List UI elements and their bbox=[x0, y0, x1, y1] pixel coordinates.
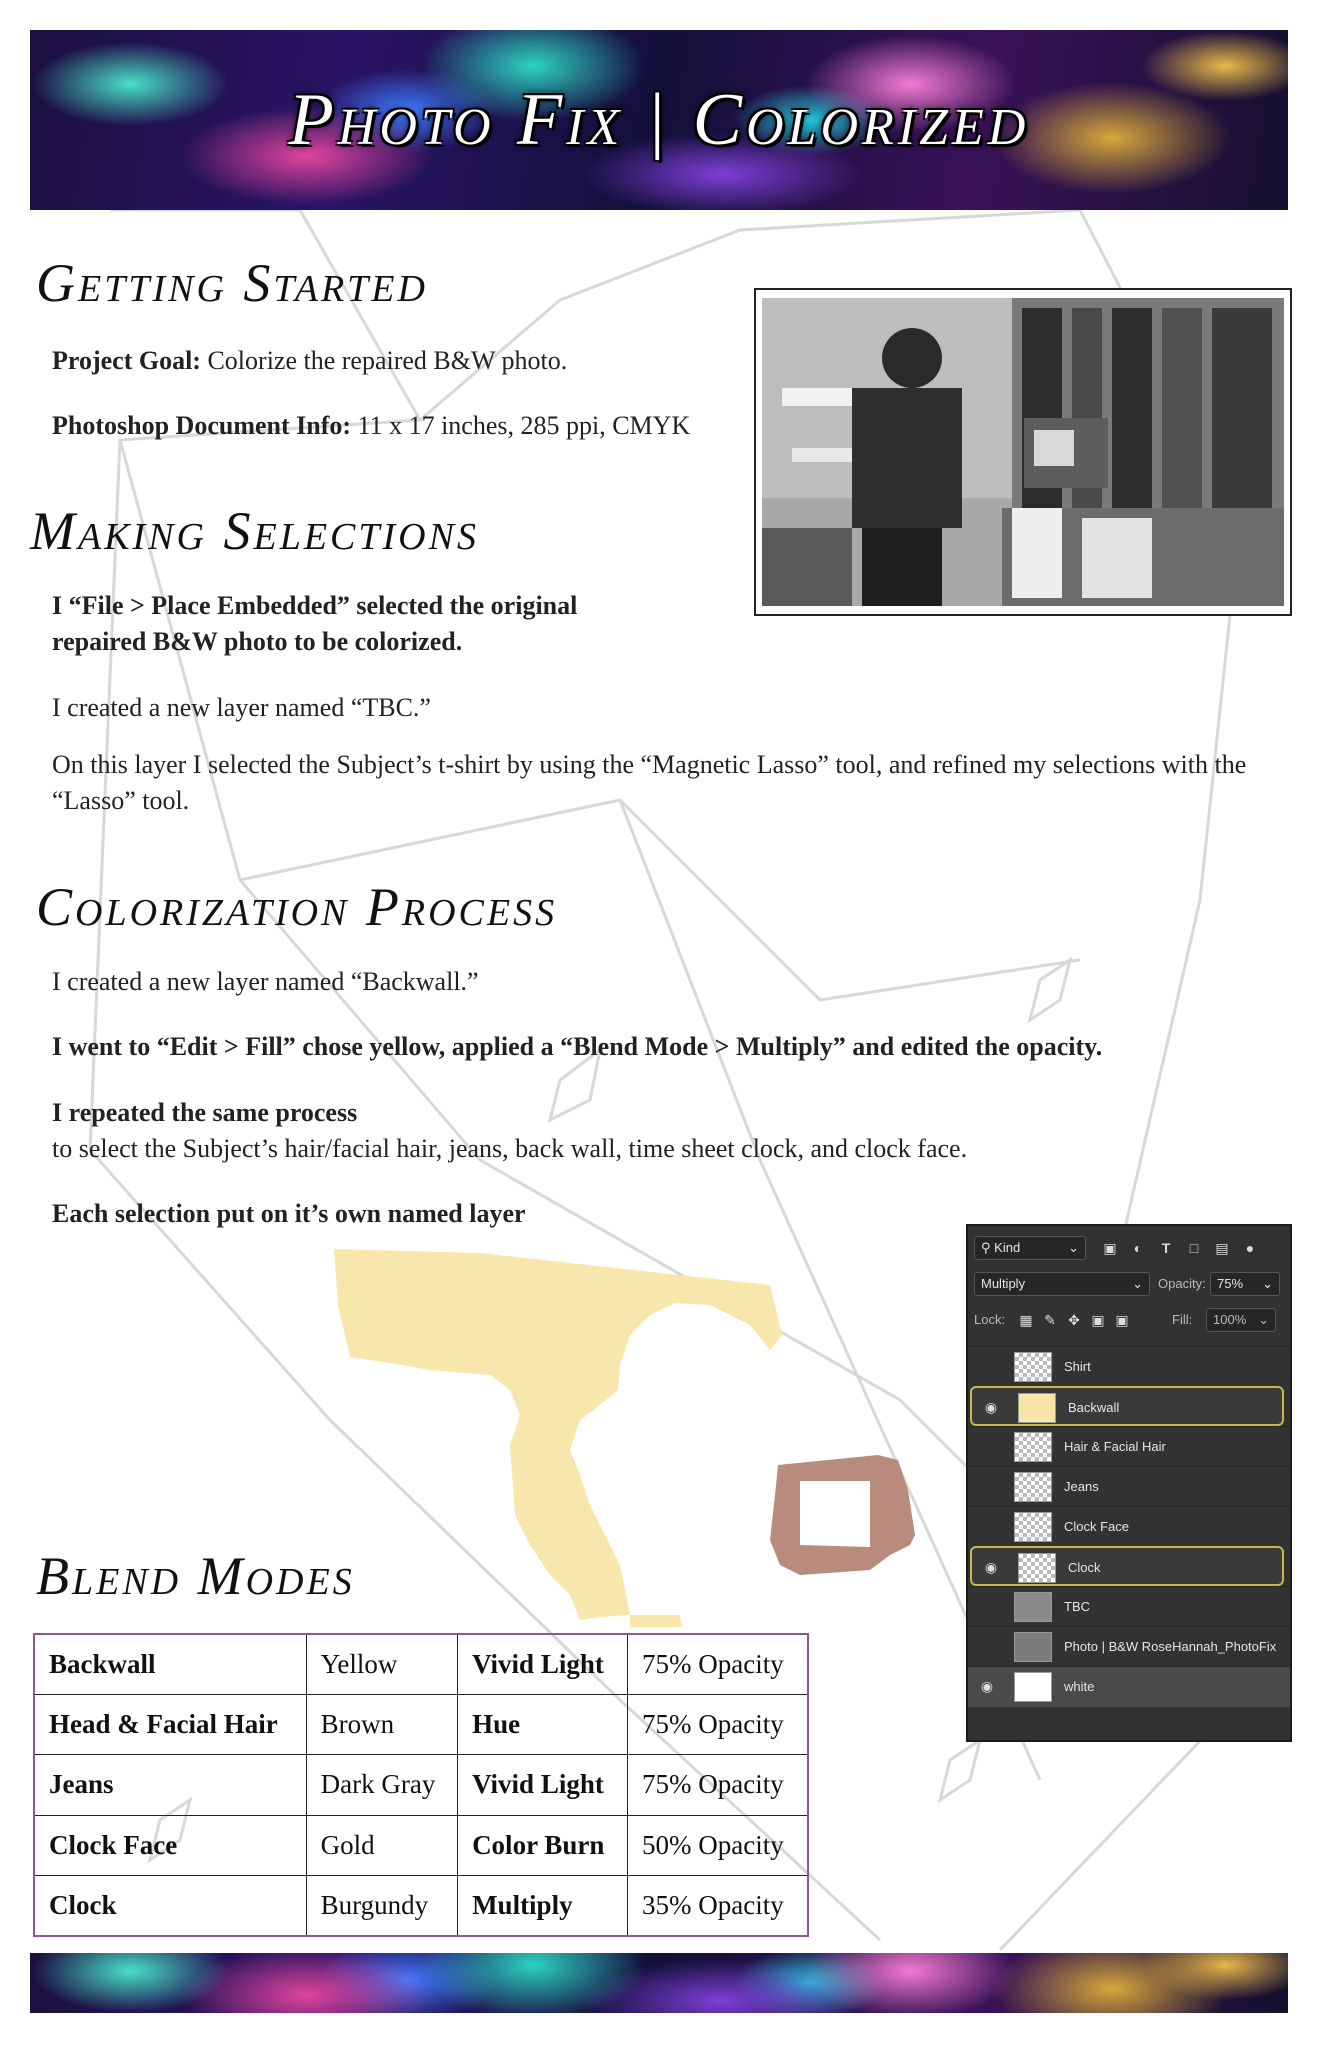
table-row bbox=[34, 1695, 808, 1755]
mode-cell: Multiply bbox=[458, 1875, 628, 1936]
blend-mode-value: Multiply bbox=[981, 1276, 1026, 1291]
colorization-paragraph-2: I went to “Edit > Fill” chose yellow, applied a “Blend Mode > Multiply” and edited the opacity. bbox=[52, 1032, 1103, 1061]
layer-thumbnail bbox=[1014, 1512, 1052, 1542]
table-row bbox=[34, 1755, 808, 1815]
opacity-cell: 75% Opacity bbox=[628, 1755, 808, 1815]
mode-cell: Hue bbox=[458, 1695, 628, 1755]
lock-row bbox=[974, 1308, 1282, 1334]
project-goal bbox=[52, 343, 567, 379]
visibility-toggle[interactable] bbox=[978, 1598, 996, 1616]
project-goal-label: Project Goal: bbox=[52, 346, 201, 375]
shape-filter-icon[interactable]: □ bbox=[1189, 1240, 1199, 1256]
layer-thumbnail bbox=[1014, 1672, 1052, 1702]
clock-selection-shape bbox=[770, 1455, 915, 1575]
adjustment-filter-icon[interactable]: ◐ bbox=[1133, 1240, 1143, 1256]
fill-label: Fill: bbox=[1172, 1312, 1193, 1327]
chevron-down-icon: ⌄ bbox=[1132, 1276, 1143, 1291]
layer-cell: Clock bbox=[34, 1875, 306, 1936]
table-row bbox=[34, 1875, 808, 1936]
layer-name: Clock Face bbox=[1064, 1519, 1130, 1534]
selections-paragraph-2: I created a new layer named “TBC.” bbox=[52, 693, 431, 722]
smart-object-filter-icon[interactable]: ▤ bbox=[1215, 1240, 1229, 1256]
layer-row-clock[interactable] bbox=[970, 1546, 1284, 1586]
blend-mode-dropdown[interactable] bbox=[974, 1272, 1150, 1296]
colorization-paragraph-3b: to select the Subject’s hair/facial hair, jeans, back wall, time sheet clock, and clock face. bbox=[52, 1134, 968, 1163]
eye-icon[interactable]: ◉ bbox=[984, 1399, 998, 1415]
layer-thumbnail bbox=[1018, 1553, 1056, 1583]
mode-cell: Vivid Light bbox=[458, 1755, 628, 1815]
selections-paragraph-3: On this layer I selected the Subject’s t-shirt by using the “Magnetic Lasso” tool, and refined my selections with the “Lasso” tool. bbox=[52, 750, 1247, 815]
bw-photo-frame bbox=[754, 288, 1292, 616]
selection-shapes bbox=[330, 1245, 970, 1635]
lock-artboard-icon[interactable]: ▣ bbox=[1091, 1312, 1105, 1328]
kind-label: Kind bbox=[994, 1240, 1021, 1255]
image-filter-icon[interactable]: ▣ bbox=[1103, 1240, 1117, 1256]
heading-making-selections: Making Selections bbox=[30, 501, 479, 561]
heading-getting-started: Getting Started bbox=[36, 253, 428, 313]
layer-name: Photo | B&W RoseHannah_PhotoFix bbox=[1064, 1639, 1277, 1654]
layer-row-hair[interactable] bbox=[968, 1426, 1290, 1467]
document-info-text: 11 x 17 inches, 285 ppi, CMYK bbox=[351, 411, 691, 440]
selections-paragraph-1: I “File > Place Embedded” selected the original repaired B&W photo to be colorized. bbox=[52, 591, 578, 656]
lock-position-icon[interactable]: ✥ bbox=[1068, 1312, 1080, 1328]
opacity-field[interactable] bbox=[1210, 1272, 1280, 1296]
opacity-cell: 50% Opacity bbox=[628, 1815, 808, 1875]
layer-row-shirt[interactable] bbox=[968, 1346, 1290, 1387]
bw-photo bbox=[762, 298, 1284, 606]
lock-transparency-icon[interactable]: ▦ bbox=[1019, 1312, 1033, 1328]
chevron-down-icon: ⌄ bbox=[1258, 1312, 1269, 1327]
color-cell: Yellow bbox=[306, 1634, 457, 1695]
layer-name: Hair & Facial Hair bbox=[1064, 1439, 1166, 1454]
layer-name: white bbox=[1064, 1679, 1095, 1694]
layer-name: TBC bbox=[1064, 1599, 1090, 1614]
layer-row-clock-face[interactable] bbox=[968, 1506, 1290, 1547]
visibility-toggle[interactable] bbox=[978, 1358, 996, 1376]
opacity-cell: 35% Opacity bbox=[628, 1875, 808, 1936]
layer-name: Backwall bbox=[1068, 1400, 1120, 1415]
heading-colorization-process: Colorization Process bbox=[36, 877, 558, 937]
mode-cell: Color Burn bbox=[458, 1815, 628, 1875]
document-info-label: Photoshop Document Info: bbox=[52, 411, 352, 440]
eye-icon[interactable]: ◉ bbox=[984, 1559, 998, 1575]
layer-thumbnail bbox=[1014, 1472, 1052, 1502]
colorization-paragraph-3a: I repeated the same process bbox=[52, 1098, 358, 1127]
opacity-cell: 75% Opacity bbox=[628, 1634, 808, 1695]
chevron-down-icon: ⌄ bbox=[1262, 1276, 1273, 1291]
layer-row-tbc[interactable] bbox=[968, 1586, 1290, 1627]
visibility-toggle[interactable] bbox=[978, 1638, 996, 1656]
color-cell: Gold bbox=[306, 1815, 457, 1875]
filter-toggle-icon[interactable]: ● bbox=[1245, 1240, 1255, 1256]
color-cell: Burgundy bbox=[306, 1875, 457, 1936]
layer-row-jeans[interactable] bbox=[968, 1466, 1290, 1507]
layer-name: Clock bbox=[1068, 1560, 1101, 1575]
layer-thumbnail bbox=[1014, 1592, 1052, 1622]
lock-all-icon[interactable]: ▣ bbox=[1115, 1312, 1129, 1328]
layer-row-white[interactable] bbox=[968, 1666, 1290, 1707]
layer-name: Shirt bbox=[1064, 1359, 1091, 1374]
lock-paint-icon[interactable]: ✎ bbox=[1044, 1312, 1056, 1328]
layer-cell: Jeans bbox=[34, 1755, 306, 1815]
page-title: Photo Fix | Colorized bbox=[288, 78, 1030, 161]
type-filter-icon[interactable]: T bbox=[1161, 1240, 1171, 1256]
layer-cell: Backwall bbox=[34, 1634, 306, 1695]
visibility-toggle[interactable] bbox=[978, 1518, 996, 1536]
layer-name: Jeans bbox=[1064, 1479, 1099, 1494]
visibility-toggle[interactable] bbox=[978, 1438, 996, 1456]
table-row bbox=[34, 1815, 808, 1875]
layer-thumbnail bbox=[1014, 1432, 1052, 1462]
lock-label: Lock: bbox=[974, 1312, 1006, 1327]
chevron-down-icon: ⌄ bbox=[1068, 1240, 1079, 1255]
opacity-label: Opacity: bbox=[1158, 1276, 1206, 1291]
table-row bbox=[34, 1634, 808, 1695]
document-info bbox=[52, 408, 690, 444]
opacity-value: 75% bbox=[1217, 1276, 1244, 1291]
visibility-toggle[interactable] bbox=[978, 1478, 996, 1496]
layer-thumbnail bbox=[1014, 1632, 1052, 1662]
layers-filter-row bbox=[974, 1236, 1282, 1262]
backwall-selection-small bbox=[630, 1615, 682, 1627]
kind-filter-dropdown[interactable] bbox=[974, 1236, 1086, 1260]
header-banner bbox=[30, 30, 1288, 210]
layer-thumbnail bbox=[1014, 1352, 1052, 1382]
heading-blend-modes: Blend Modes bbox=[36, 1546, 355, 1606]
backwall-selection-shape bbox=[334, 1249, 782, 1620]
fill-value: 100% bbox=[1213, 1312, 1247, 1327]
eye-icon[interactable]: ◉ bbox=[980, 1678, 994, 1694]
colorization-paragraph-1: I created a new layer named “Backwall.” bbox=[52, 967, 479, 996]
color-cell: Brown bbox=[306, 1695, 457, 1755]
layer-cell: Head & Facial Hair bbox=[34, 1695, 306, 1755]
layer-thumbnail bbox=[1018, 1393, 1056, 1423]
color-cell: Dark Gray bbox=[306, 1755, 457, 1815]
blend-row bbox=[974, 1272, 1282, 1298]
layer-cell: Clock Face bbox=[34, 1815, 306, 1875]
search-icon: ⚲ bbox=[981, 1240, 991, 1255]
mode-cell: Vivid Light bbox=[458, 1634, 628, 1695]
blend-modes-table bbox=[33, 1633, 809, 1937]
project-goal-text: Colorize the repaired B&W photo. bbox=[200, 346, 568, 375]
layer-row-photo[interactable] bbox=[968, 1626, 1290, 1667]
layers-panel bbox=[966, 1224, 1292, 1742]
colorization-paragraph-4: Each selection put on it’s own named layer bbox=[52, 1199, 526, 1228]
opacity-cell: 75% Opacity bbox=[628, 1695, 808, 1755]
fill-field[interactable] bbox=[1206, 1308, 1276, 1332]
footer-banner bbox=[30, 1953, 1288, 2013]
layer-row-backwall[interactable] bbox=[970, 1386, 1284, 1426]
